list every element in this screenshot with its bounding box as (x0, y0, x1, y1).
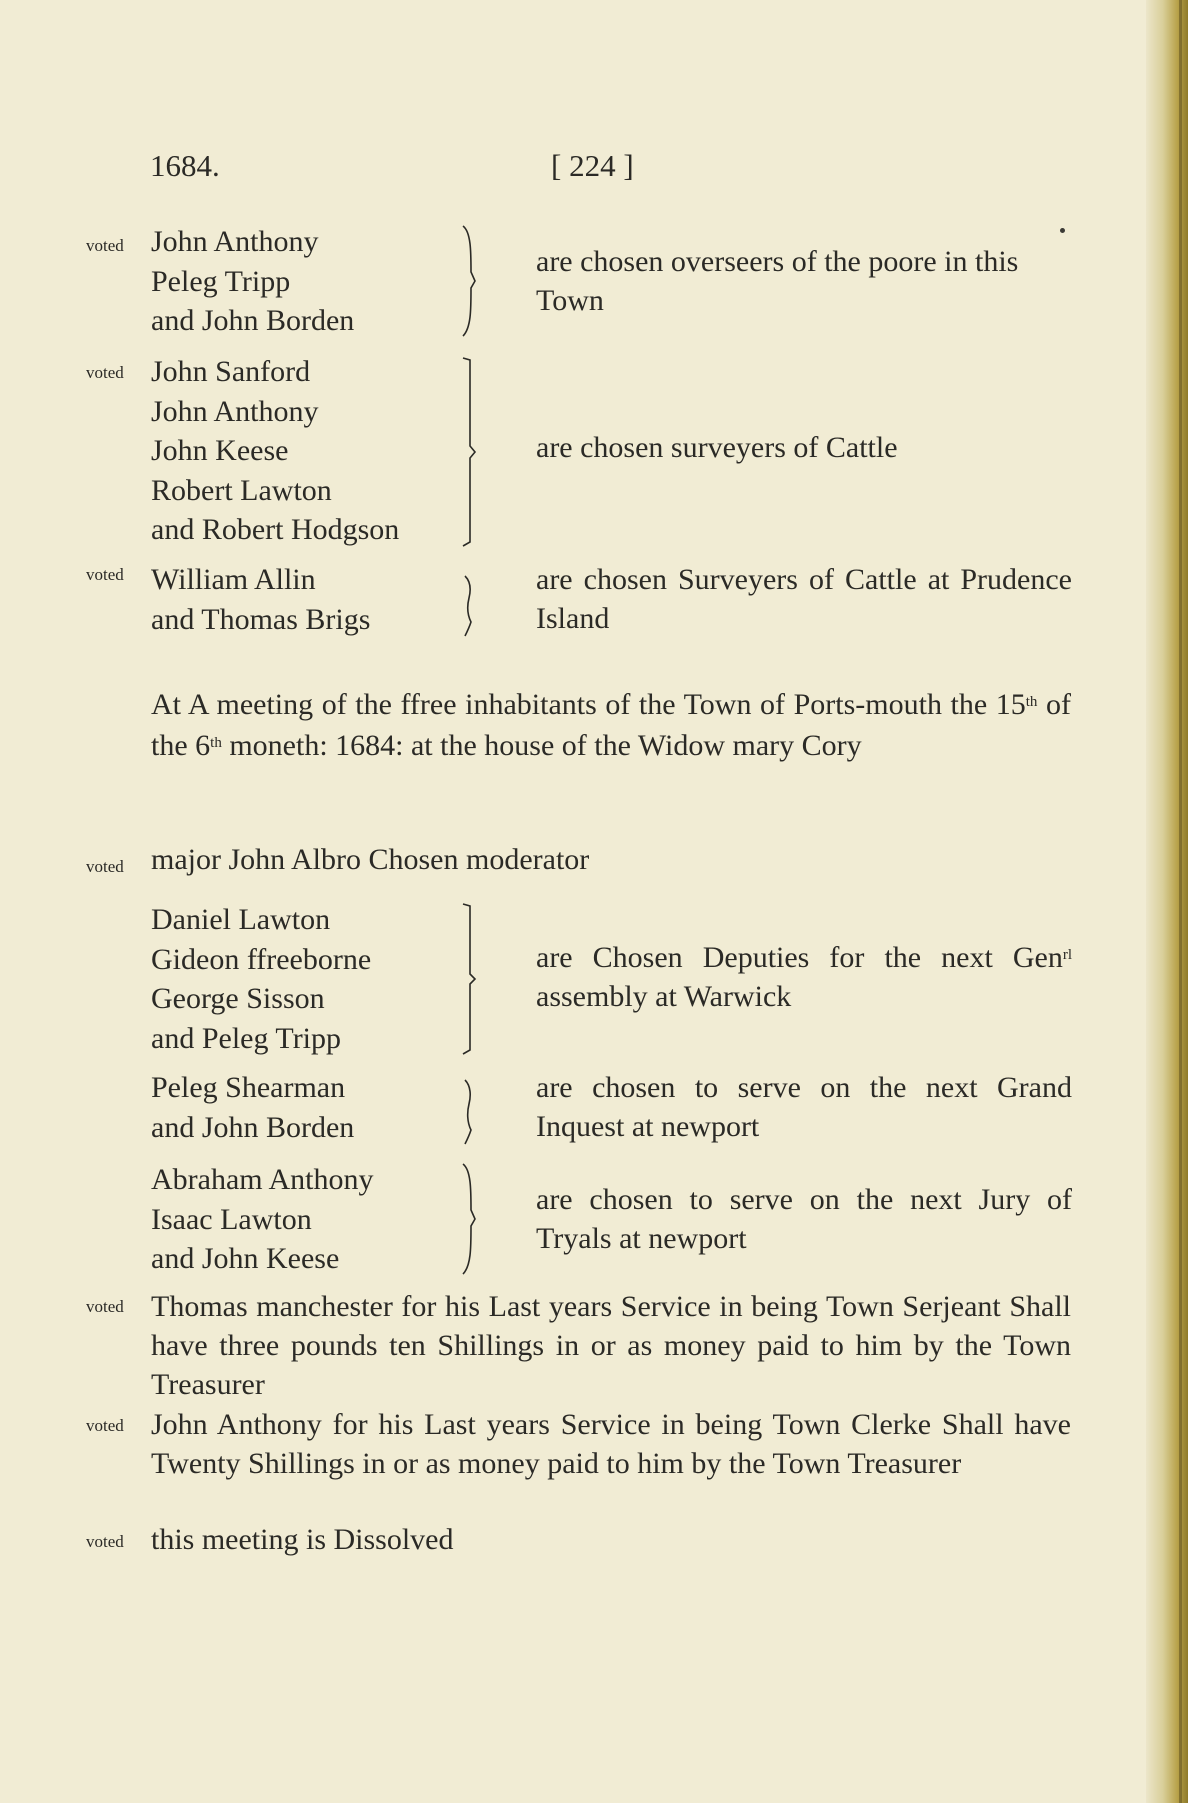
voted-marker: voted (86, 565, 124, 584)
name: and Thomas Brigs (151, 602, 371, 636)
description-text: assembly at Warwick (536, 980, 792, 1013)
voted-marker: voted (86, 857, 124, 876)
meeting-text: of the 6 (151, 688, 1071, 762)
name: Abraham Anthony (151, 1163, 374, 1196)
voted-marker: voted (86, 1532, 124, 1551)
vote-paragraph: John Anthony for his Last years Service in being Town Clerke Shall have Twenty Shillings in or as money paid to him by the Town Treasurer (151, 1408, 1071, 1480)
vote-paragraph: Thomas manchester for his Last years Service in being Town Serjeant Shall have three pounds ten Shillings in or as money paid to him by the Town Treasurer (151, 1290, 1071, 1401)
appointment-grand-inquest (151, 1068, 1071, 1148)
header-page-number: [ 224 ] (551, 148, 634, 183)
entry-description: are chosen surveyers of Cattle (536, 431, 898, 464)
name: John Anthony (151, 394, 319, 428)
name: Gideon ffreeborne (151, 942, 372, 976)
entry-overseers (151, 222, 1071, 342)
page-edge-line (1179, 0, 1182, 1803)
meeting-text: At A meeting of the ffree inhabitants of the Town of Ports-mouth the 15 (151, 688, 1026, 721)
entry-surveyers (151, 352, 1071, 552)
vote-line: this meeting is Dissolved (151, 1523, 454, 1556)
appointment-deputies (151, 900, 1071, 1060)
abbreviation-suffix: rl (1062, 947, 1072, 963)
name: John Sanford (151, 355, 311, 388)
voted-marker: voted (86, 236, 124, 255)
voted-marker: voted (86, 363, 124, 382)
brace (451, 1068, 481, 1148)
names-list (151, 222, 471, 341)
name: and John Keese (151, 1242, 340, 1275)
ordinal-suffix: th (1025, 694, 1038, 710)
names-list (151, 1160, 471, 1279)
meeting-text: moneth: 1684: at the house of the Widow mary Cory (221, 729, 862, 762)
brace (451, 1160, 481, 1278)
entry-description: are chosen Surveyers of Cattle at Prudence Island (536, 563, 1072, 635)
name: Peleg Shearman (151, 1071, 346, 1104)
name: and Robert Hodgson (151, 513, 400, 546)
name: William Allin (151, 563, 316, 596)
voted-marker: voted (86, 1297, 124, 1316)
name: Isaac Lawton (151, 1202, 312, 1236)
brace (451, 352, 481, 550)
brace (451, 222, 481, 340)
name: Robert Lawton (151, 473, 332, 507)
name: John Anthony (151, 225, 319, 258)
header-year: 1684. (150, 148, 220, 183)
brace (451, 560, 481, 640)
name: Daniel Lawton (151, 903, 331, 936)
name: Peleg Tripp (151, 264, 291, 298)
name: and Peleg Tripp (151, 1021, 342, 1055)
name: and John Borden (151, 1110, 355, 1144)
entry-prudence (151, 560, 1071, 640)
appointment-description (536, 938, 1072, 1016)
meeting-paragraph (151, 684, 1071, 766)
brace (451, 900, 481, 1058)
ordinal-suffix: th (210, 735, 222, 751)
appointment-description: are chosen to serve on the next Jury of Tryals at newport (536, 1183, 1072, 1255)
names-list (151, 1068, 471, 1147)
appointment-jury (151, 1160, 1071, 1280)
entry-description: are chosen overseers of the poore in this Town (536, 245, 1019, 317)
voted-marker: voted (86, 1416, 124, 1435)
names-list (151, 900, 471, 1058)
names-list (151, 560, 471, 639)
names-list (151, 352, 471, 550)
moderator-line: major John Albro Chosen moderator (151, 843, 590, 876)
name: John Keese (151, 434, 289, 467)
name: George Sisson (151, 982, 325, 1015)
name: and John Borden (151, 304, 355, 337)
appointment-description: are chosen to serve on the next Grand Inquest at newport (536, 1071, 1072, 1143)
description-text: are Chosen Deputies for the next Gen (536, 941, 1063, 974)
